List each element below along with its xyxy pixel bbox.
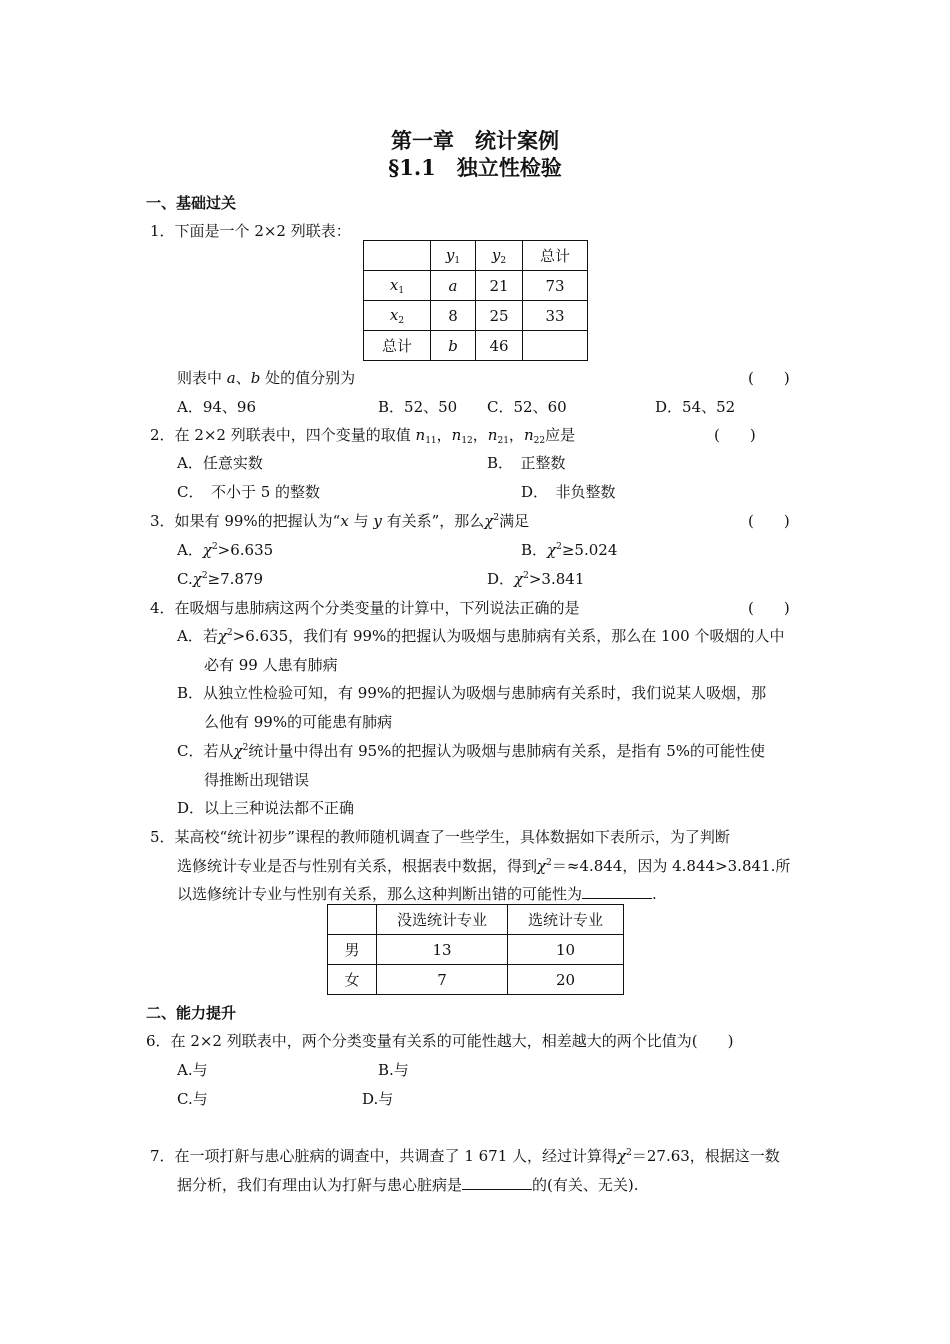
question-number: 4． [150,599,175,617]
answer-parentheses: ( ) [714,426,756,444]
question-number: 6． [146,1032,171,1050]
table-cell: a [431,271,476,301]
answer-parentheses: ( ) [748,369,790,387]
question-number: 5． [150,828,175,846]
table-cell [364,241,431,271]
option-d: D.与 [362,1090,394,1108]
option-a: A．$\chi^2>6.635$ [177,541,274,559]
table-row [364,301,588,331]
table-cell: $x_2$ [364,301,431,331]
table-cell: 73 [523,271,588,301]
question-number: 2． [150,426,175,444]
section-title: §1.1 独立性检验 [388,155,562,180]
option-a: A．若$\chi^2>6.635$，我们有 99%的把握认为吸烟与患肺病有关系，那么在 100 个吸烟的人中 [177,627,785,645]
option-d: D．54、52 [655,398,736,416]
table-row [328,965,624,995]
answer-parentheses: ( ) [748,512,790,530]
table-cell: $x_1$ [364,271,431,301]
option-a: A．任意实数 [177,454,263,472]
option-c: $C.\chi^2\ge 7.879$ [177,570,264,588]
chapter-title: 第一章 统计案例 [391,128,559,153]
table-cell: 10 [508,935,624,965]
question-6-stem: 6．在 2×2 列联表中，两个分类变量有关系的可能性越大，相差越大的两个比值为( ) [146,1032,734,1050]
table-cell: $y_2$ [476,241,523,271]
table-row [364,241,588,271]
answer-blank[interactable] [462,1175,532,1190]
table-cell: 21 [476,271,523,301]
table-cell: 男 [328,935,377,965]
table-cell: 8 [431,301,476,331]
question-7-line-2: 据分析，我们有理由认为打鼾与患心脏病是 的(有关、无关). [177,1176,639,1194]
table-row [328,935,624,965]
option-c: C.与 [177,1090,208,1108]
table-cell: 46 [476,331,523,361]
table-row [328,905,624,935]
option-c: C． 不小于 5 的整数 [177,483,321,501]
question-5-stem: 5．某高校“统计初步”课程的教师随机调查了一些学生，具体数据如下表所示，为了判断 [150,828,730,846]
option-c-continued: 得推断出现错误 [204,771,310,789]
table-cell: 25 [476,301,523,331]
option-b: B．从独立性检验可知，有 99%的把握认为吸烟与患肺病有关系时，我们说某人吸烟，那 [177,684,767,702]
option-b: B． 正整数 [487,454,566,472]
question-7-stem: 7．在一项打鼾与患心脏病的调查中，共调查了 1 671 人，经过计算得$\chi^2=27.63$，根据这一数 [150,1147,780,1165]
option-d: D．以上三种说法都不正确 [177,799,355,817]
table-cell: 13 [377,935,508,965]
option-d: D． 非负整数 [521,483,616,501]
option-b: B．52、50 [378,398,458,416]
table-cell: b [431,331,476,361]
question-5-line-3: 以选修统计专业与性别有关系，那么这种判断出错的可能性为 . [177,885,657,903]
table-cell [523,331,588,361]
contingency-table-q1 [363,240,588,361]
question-number: 7． [150,1147,175,1165]
answer-parentheses: ( ) [748,599,790,617]
question-number: 1． [150,222,175,240]
question-2-stem: 2．在 2×2 列联表中，四个变量的取值 $n_{11}$，$n_{12}$，$n_{21}$，$n_{22}$应是 [150,426,576,446]
table-cell: 总计 [523,241,588,271]
answer-blank[interactable] [582,884,652,899]
table-cell: 33 [523,301,588,331]
option-a-continued: 必有 99 人患有肺病 [204,656,338,674]
question-5-line-2: 选修统计专业是否与性别有关系，根据表中数据，得到$\chi^2=\approx 4.844$，因为 4.844>3.841.所 [177,857,791,875]
table-cell: 总计 [364,331,431,361]
table-cell [328,905,377,935]
question-4-stem: 4．在吸烟与患肺病这两个分类变量的计算中，下列说法正确的是 [150,599,580,617]
option-a: A.与 [177,1061,208,1079]
survey-table-q5 [327,904,624,995]
option-c: C．若从$\chi^2$统计量中得出有 95%的把握认为吸烟与患肺病有关系，是指有 5%的可能性使 [177,742,765,760]
option-c: C．52、60 [487,398,567,416]
table-row [364,271,588,301]
table-cell: 20 [508,965,624,995]
section-ability-heading: 二、能力提升 [146,1004,237,1022]
section-basic-heading: 一、基础过关 [146,194,237,212]
option-d: D．$\chi^2>3.841$ [487,570,585,588]
option-a: A．94、96 [177,398,257,416]
question-1-stem: 1．下面是一个 2×2 列联表： [150,222,351,240]
table-cell: 女 [328,965,377,995]
option-b-continued: 么他有 99%的可能患有肺病 [204,713,393,731]
table-cell: 没选统计专业 [377,905,508,935]
option-b: B.与 [378,1061,409,1079]
question-3-stem: 3．如果有 99%的把握认为“x 与 y 有关系”，那么$\chi^2$满足 [150,512,530,530]
question-1-ask: 则表中 a、b 处的值分别为 [177,369,356,387]
table-row [364,331,588,361]
question-number: 3． [150,512,175,530]
table-cell: 7 [377,965,508,995]
table-cell: 选统计专业 [508,905,624,935]
table-cell: $y_1$ [431,241,476,271]
option-b: B．$\chi^2\ge 5.024$ [521,541,618,559]
